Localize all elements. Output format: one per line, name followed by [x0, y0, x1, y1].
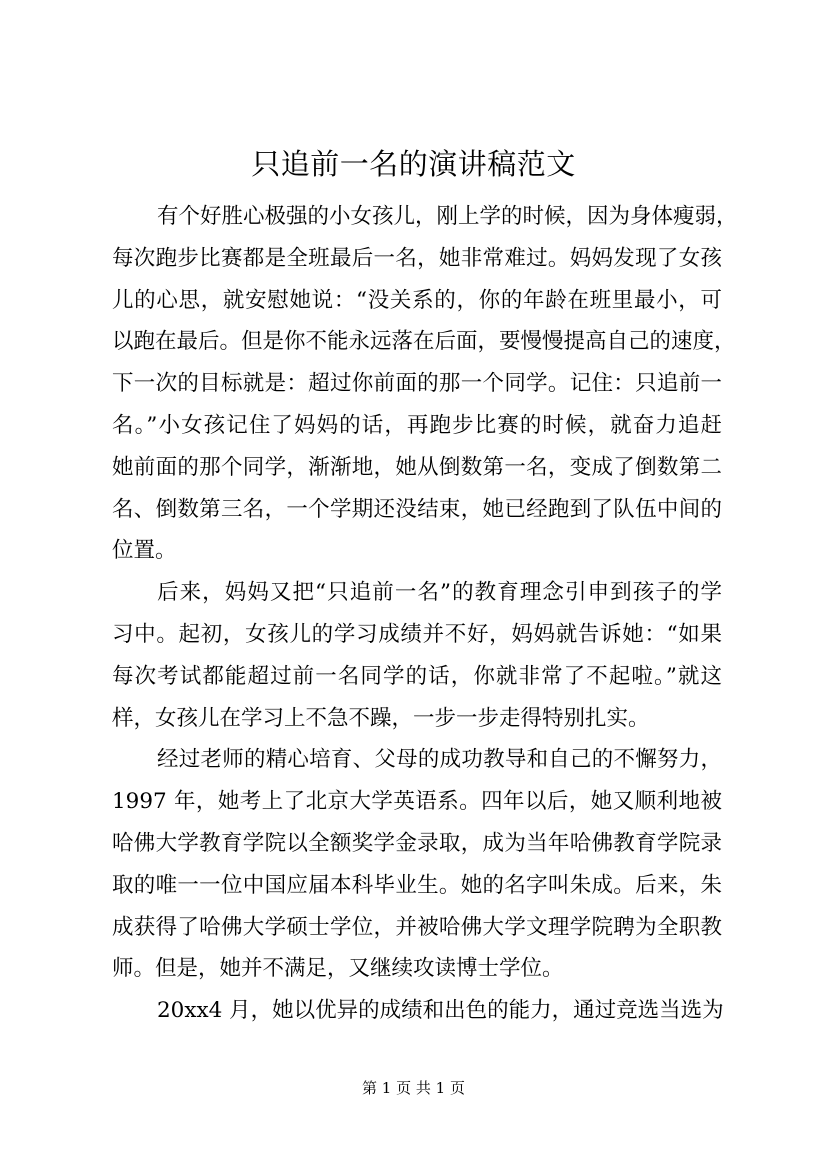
text-line: 后来，妈妈又把“只追前一名”的教育理念引申到孩子的学 — [157, 580, 722, 606]
text-line: 每次考试都能超过前一名同学的话，你就非常了不起啦。”就这 — [112, 663, 722, 689]
text-line: 哈佛大学教育学院以全额奖学金录取，成为当年哈佛教育学院录 — [112, 830, 722, 856]
text-line: 样，女孩儿在学习上不急不躁，一步一步走得特别扎实。 — [112, 705, 650, 731]
text-line: 位置。 — [112, 538, 177, 564]
text-line: 名、倒数第三名，一个学期还没结束，她已经跑到了队伍中间的 — [112, 496, 722, 522]
text-line: 她前面的那个同学，渐渐地，她从倒数第一名，变成了倒数第二 — [112, 454, 722, 480]
text-line: 成获得了哈佛大学硕士学位，并被哈佛大学文理学院聘为全职教 — [112, 914, 722, 940]
text-line: 经过老师的精心培育、父母的成功教导和自己的不懈努力， — [157, 747, 722, 773]
document-body — [112, 196, 738, 1032]
document-title: 只追前一名的演讲稿范文 — [251, 147, 576, 181]
text-line: 每次跑步比赛都是全班最后一名，她非常难过。妈妈发现了女孩 — [112, 245, 722, 271]
text-line: 以跑在最后。但是你不能永远落在后面，要慢慢提高自己的速度， — [112, 329, 736, 355]
text-line: 下一次的目标就是：超过你前面的那一个同学。记住：只追前一 — [112, 371, 722, 397]
text-line: 儿的心思，就安慰她说：“没关系的，你的年龄在班里最小，可 — [112, 287, 722, 313]
text-line: 有个好胜心极强的小女孩儿，刚上学的时候，因为身体瘦弱， — [157, 204, 738, 229]
text-line: 名。”小女孩记住了妈妈的话，再跑步比赛的时候，就奋力追赶 — [112, 412, 722, 438]
text-line: 习中。起初，女孩儿的学习成绩并不好，妈妈就告诉她：“如果 — [112, 621, 722, 647]
text-line: 20xx4 月，她以优异的成绩和出色的能力，通过竞选当选为 — [157, 998, 724, 1024]
text-line: 师。但是，她并不满足，又继续攻读博士学位。 — [112, 956, 564, 982]
page-number-footer: 第 1 页 共 1 页 — [362, 1079, 465, 1097]
text-line: 取的唯一一位中国应届本科毕业生。她的名字叫朱成。后来，朱 — [112, 872, 722, 898]
text-line: 1997 年，她考上了北京大学英语系。四年以后，她又顺利地被 — [112, 789, 722, 815]
